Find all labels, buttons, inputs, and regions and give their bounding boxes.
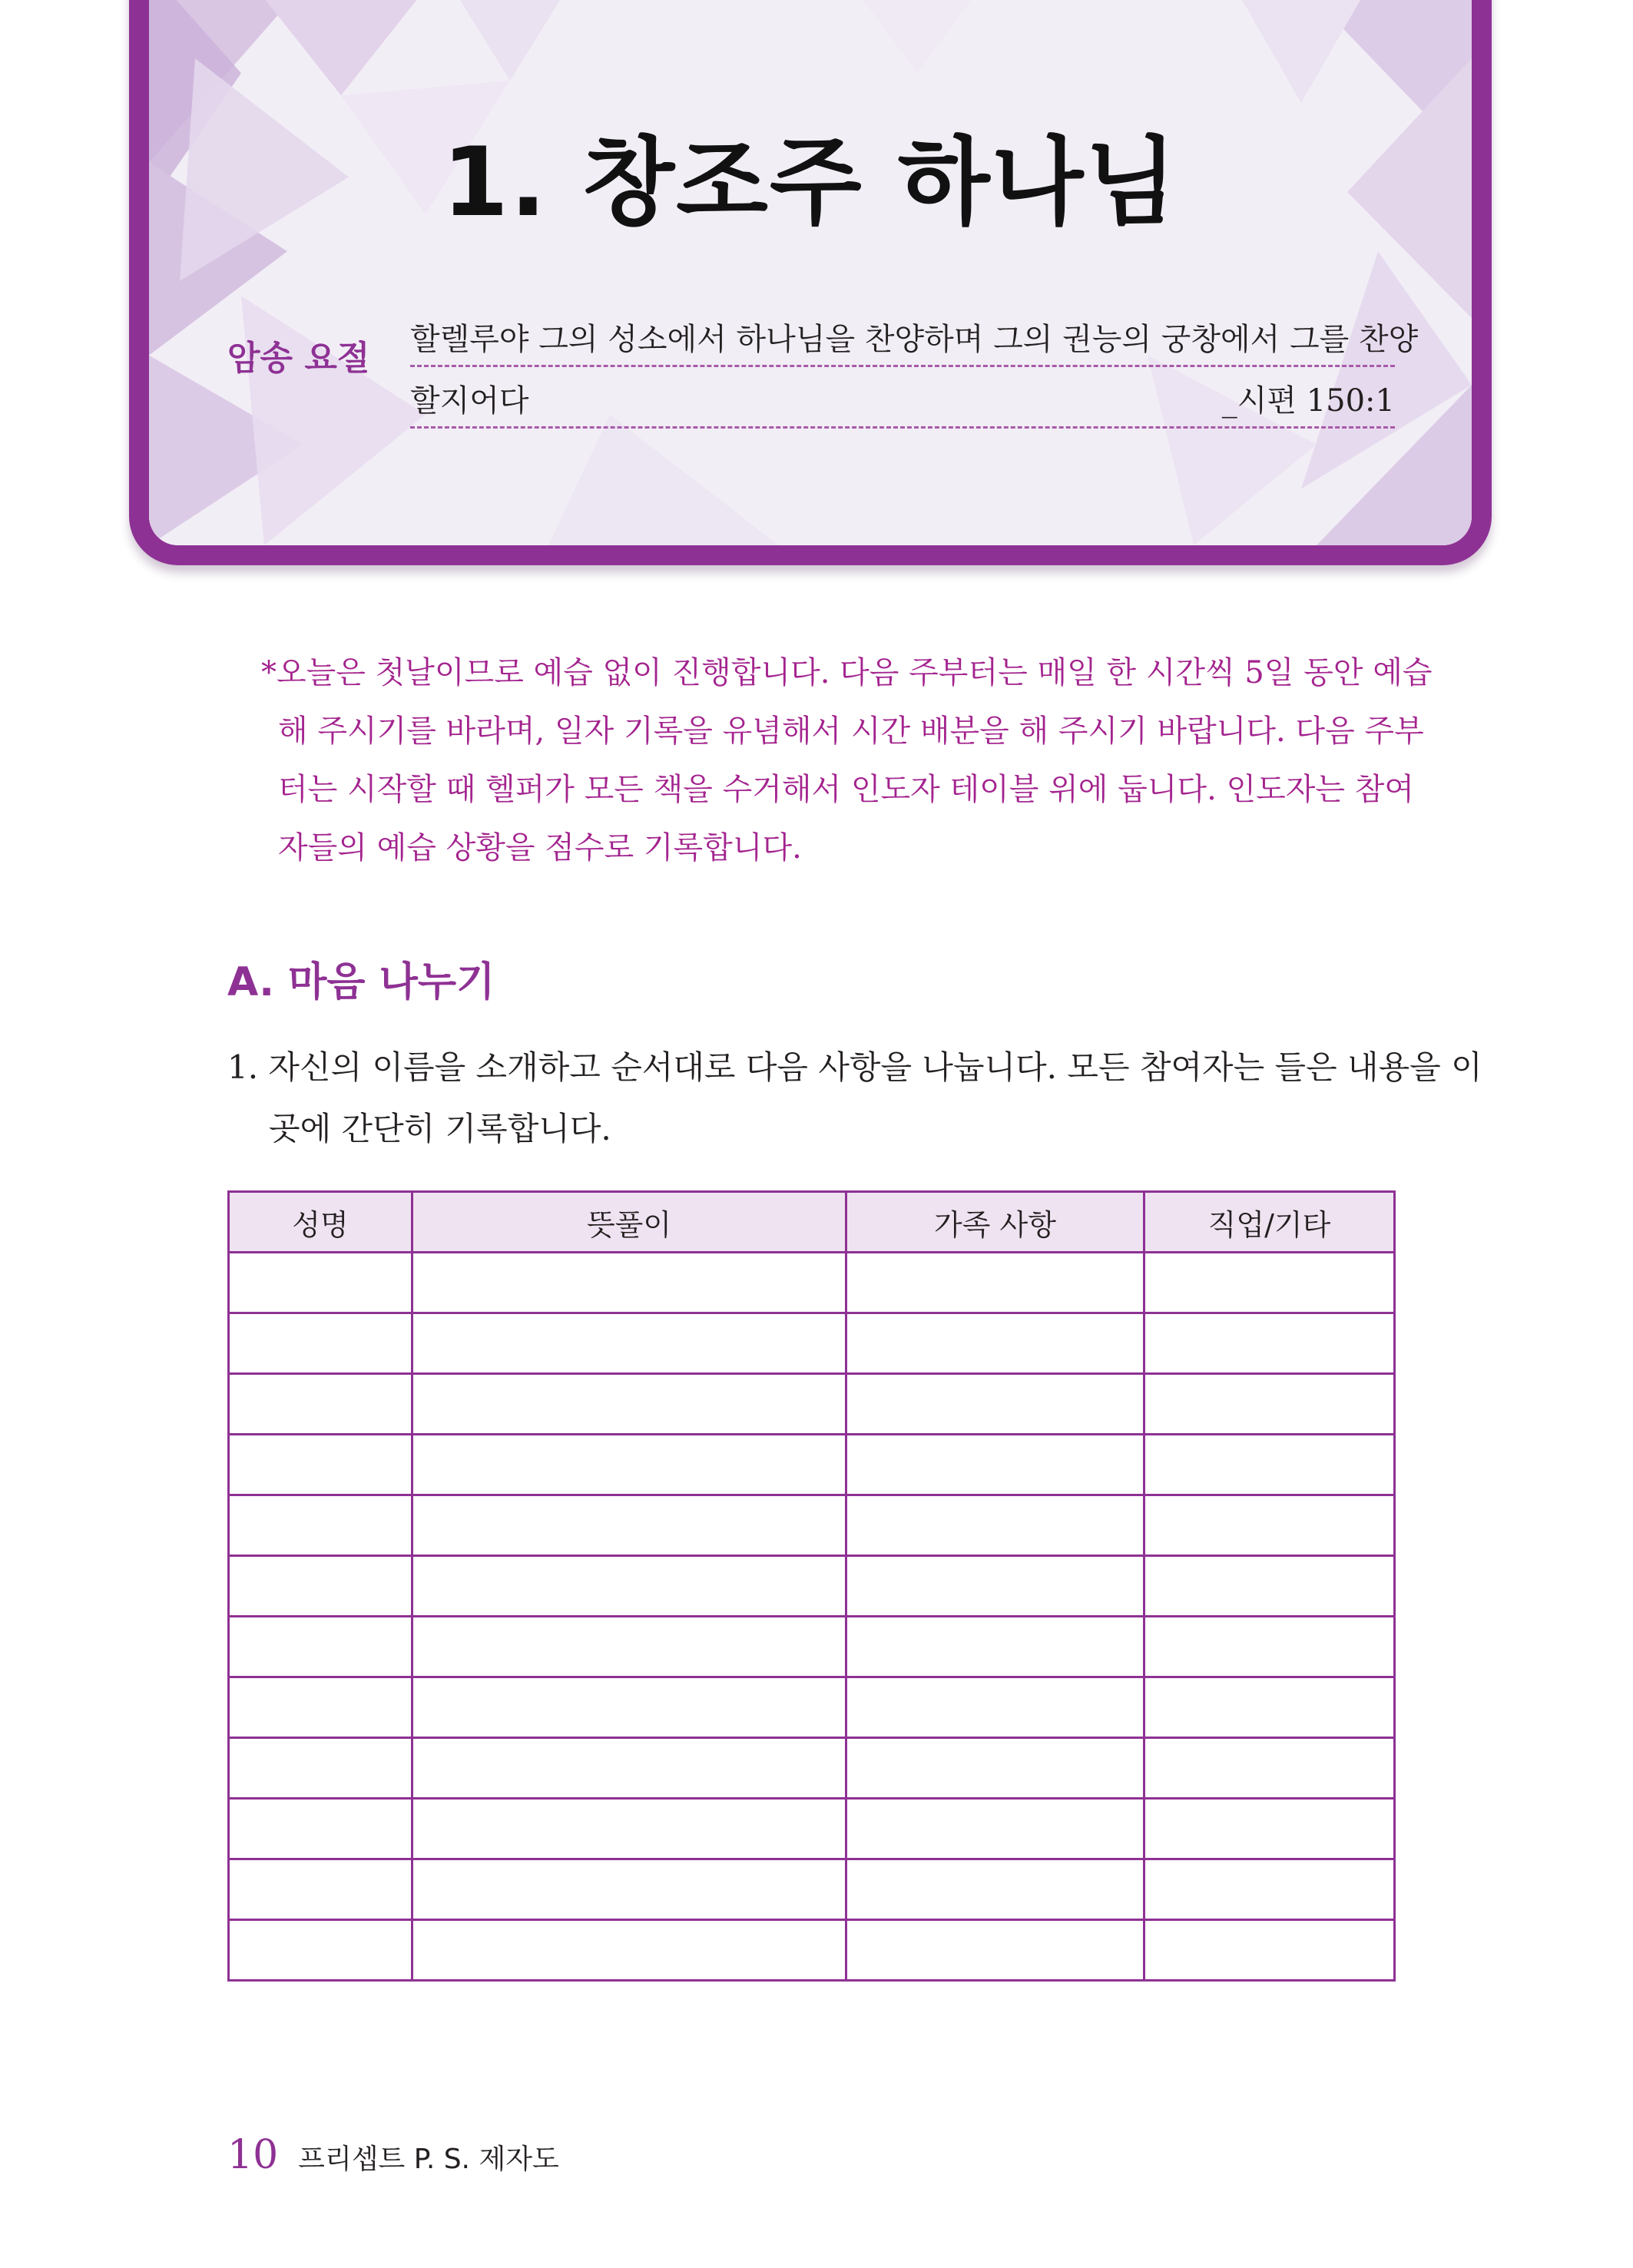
cell-meaning bbox=[412, 1799, 846, 1859]
cell-family bbox=[846, 1738, 1144, 1799]
table-body bbox=[229, 1253, 1395, 1981]
header-meaning: 뜻풀이 bbox=[412, 1192, 846, 1253]
cell-family bbox=[846, 1799, 1144, 1859]
question-line: 곳에 간단히 기록합니다. bbox=[269, 1110, 611, 1147]
cell-job-other bbox=[1144, 1617, 1395, 1677]
cell-meaning bbox=[412, 1313, 846, 1374]
table-row bbox=[229, 1799, 1395, 1859]
question-line: 1. 자신의 이름을 소개하고 순서대로 다음 사항을 나눕니다. 모든 참여자는 들은 내용을 이 bbox=[227, 1048, 1482, 1086]
cell-name bbox=[229, 1799, 412, 1859]
geometric-pattern-background bbox=[149, 0, 1472, 545]
cell-name bbox=[229, 1617, 412, 1677]
page-number: 10 bbox=[227, 2132, 279, 2178]
note-line: *오늘은 첫날이므로 예습 없이 진행합니다. 다음 주부터는 매일 한 시간씩 5일 동안 예습 bbox=[261, 655, 1433, 690]
cell-family bbox=[846, 1617, 1144, 1677]
cell-job-other bbox=[1144, 1799, 1395, 1859]
table-row bbox=[229, 1920, 1395, 1981]
cell-job-other bbox=[1144, 1859, 1395, 1920]
cell-name bbox=[229, 1495, 412, 1556]
cell-meaning bbox=[412, 1495, 846, 1556]
table-header-row bbox=[229, 1192, 1395, 1253]
table-row bbox=[229, 1617, 1395, 1677]
table-row bbox=[229, 1556, 1395, 1617]
table-row bbox=[229, 1859, 1395, 1920]
cell-job-other bbox=[1144, 1738, 1395, 1799]
header-name: 성명 bbox=[229, 1192, 412, 1253]
cell-meaning bbox=[412, 1556, 846, 1617]
table-row bbox=[229, 1435, 1395, 1495]
cell-family bbox=[846, 1556, 1144, 1617]
cell-job-other bbox=[1144, 1677, 1395, 1738]
note-line: 터는 시작할 때 헬퍼가 모든 책을 수거해서 인도자 테이블 위에 둡니다. 인도자는 참여 bbox=[278, 772, 1415, 807]
cell-meaning bbox=[412, 1374, 846, 1435]
cell-family bbox=[846, 1677, 1144, 1738]
book-title: 프리셉트 P. S. 제자도 bbox=[298, 2144, 559, 2175]
cell-job-other bbox=[1144, 1374, 1395, 1435]
memory-verse-text-1: 할렐루야 그의 성소에서 하나님을 찬양하며 그의 권능의 궁창에서 그를 찬양 bbox=[410, 322, 1419, 357]
cell-family bbox=[846, 1374, 1144, 1435]
memory-verse-line bbox=[410, 367, 1395, 429]
cell-meaning bbox=[412, 1677, 846, 1738]
cell-family bbox=[846, 1495, 1144, 1556]
table-row bbox=[229, 1313, 1395, 1374]
table-row bbox=[229, 1677, 1395, 1738]
instruction-note bbox=[261, 644, 1433, 877]
memory-verse-label: 암송 요절 bbox=[227, 339, 370, 378]
cell-job-other bbox=[1144, 1495, 1395, 1556]
cell-meaning bbox=[412, 1738, 846, 1799]
cell-family bbox=[846, 1313, 1144, 1374]
note-line: 자들의 예습 상황을 점수로 기록합니다. bbox=[278, 830, 802, 866]
cell-family bbox=[846, 1435, 1144, 1495]
cell-name bbox=[229, 1313, 412, 1374]
header-job-other: 직업/기타 bbox=[1144, 1192, 1395, 1253]
cell-family bbox=[846, 1859, 1144, 1920]
table-row bbox=[229, 1374, 1395, 1435]
cell-job-other bbox=[1144, 1313, 1395, 1374]
page-footer bbox=[227, 2132, 559, 2178]
cell-family bbox=[846, 1253, 1144, 1313]
chapter-title: 1. 창조주 하나님 bbox=[442, 127, 1179, 238]
header-family: 가족 사항 bbox=[846, 1192, 1144, 1253]
cell-meaning bbox=[412, 1253, 846, 1313]
memory-verse-line bbox=[410, 306, 1419, 367]
table-row bbox=[229, 1253, 1395, 1313]
question-1 bbox=[227, 1037, 1482, 1160]
cell-name bbox=[229, 1253, 412, 1313]
memory-verse bbox=[410, 306, 1419, 429]
cell-meaning bbox=[412, 1859, 846, 1920]
cell-job-other bbox=[1144, 1556, 1395, 1617]
cell-name bbox=[229, 1859, 412, 1920]
cell-name bbox=[229, 1920, 412, 1981]
cell-family bbox=[846, 1920, 1144, 1981]
cell-meaning bbox=[412, 1920, 846, 1981]
note-line: 해 주시기를 바라며, 일자 기록을 유념해서 시간 배분을 해 주시기 바랍니다. 다음 주부 bbox=[278, 714, 1424, 749]
cell-meaning bbox=[412, 1435, 846, 1495]
cell-name bbox=[229, 1677, 412, 1738]
cell-job-other bbox=[1144, 1253, 1395, 1313]
cell-meaning bbox=[412, 1617, 846, 1677]
cell-name bbox=[229, 1435, 412, 1495]
cell-name bbox=[229, 1738, 412, 1799]
cell-job-other bbox=[1144, 1920, 1395, 1981]
section-heading: A. 마음 나누기 bbox=[227, 959, 495, 1005]
memory-verse-reference: _시편 150:1 bbox=[1221, 383, 1395, 419]
sharing-record-table bbox=[227, 1190, 1396, 1982]
table-row bbox=[229, 1738, 1395, 1799]
cell-job-other bbox=[1144, 1435, 1395, 1495]
table-row bbox=[229, 1495, 1395, 1556]
header-card bbox=[129, 0, 1492, 565]
cell-name bbox=[229, 1374, 412, 1435]
memory-verse-text-2: 할지어다 bbox=[410, 383, 529, 419]
cell-name bbox=[229, 1556, 412, 1617]
